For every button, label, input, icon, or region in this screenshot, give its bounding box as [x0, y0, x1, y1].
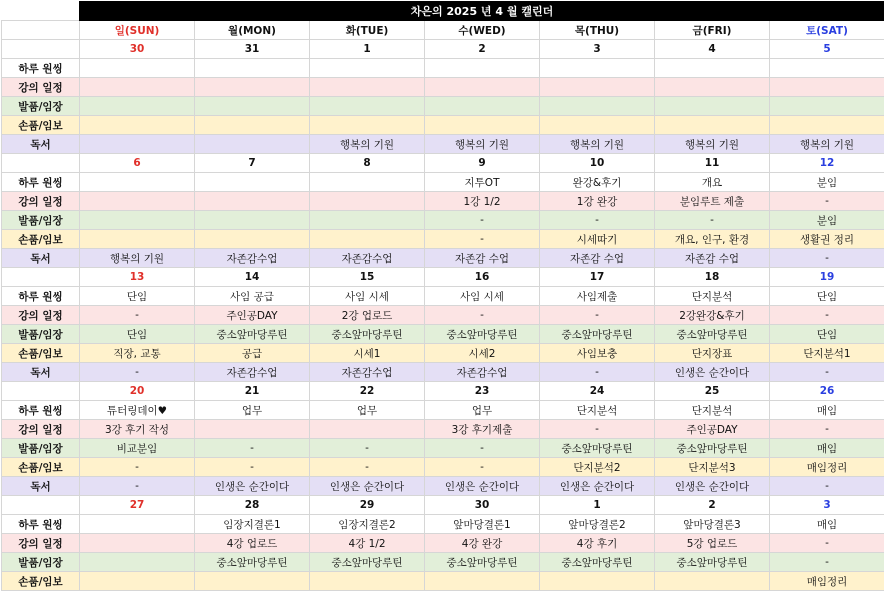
schedule-cell[interactable]	[770, 116, 884, 135]
date-cell[interactable]: 10	[540, 154, 655, 173]
schedule-cell[interactable]: 분임루트 제출	[655, 192, 770, 211]
row-label: 강의 일정	[2, 420, 80, 439]
schedule-cell[interactable]: 단지분석2	[540, 458, 655, 477]
schedule-cell[interactable]: -	[540, 211, 655, 230]
schedule-cell[interactable]	[655, 78, 770, 97]
date-cell[interactable]: 13	[80, 268, 195, 287]
date-row	[2, 496, 884, 515]
sonpum-row	[2, 572, 884, 591]
wonssing-row	[2, 173, 884, 192]
row-label: 독서	[2, 249, 80, 268]
schedule-cell[interactable]: -	[770, 553, 884, 572]
schedule-cell[interactable]: -	[770, 192, 884, 211]
schedule-cell[interactable]: 주인공DAY	[195, 306, 310, 325]
date-cell[interactable]: 9	[425, 154, 540, 173]
date-cell[interactable]: 14	[195, 268, 310, 287]
date-cell[interactable]: 5	[770, 40, 884, 59]
schedule-cell[interactable]	[425, 97, 540, 116]
reading-row	[2, 477, 884, 496]
date-row-label-cell	[2, 40, 80, 59]
schedule-cell[interactable]: 행복의 기원	[655, 135, 770, 154]
schedule-cell[interactable]	[80, 515, 195, 534]
date-cell[interactable]: 1	[310, 40, 425, 59]
schedule-cell[interactable]: -	[770, 420, 884, 439]
schedule-cell[interactable]: -	[770, 534, 884, 553]
date-cell[interactable]: 28	[195, 496, 310, 515]
schedule-cell[interactable]	[195, 97, 310, 116]
schedule-cell[interactable]: 5강 업로드	[655, 534, 770, 553]
date-cell[interactable]: 22	[310, 382, 425, 401]
schedule-cell[interactable]: 개요	[655, 173, 770, 192]
row-label: 손품/임보	[2, 572, 80, 591]
schedule-cell[interactable]: 시세2	[425, 344, 540, 363]
schedule-cell[interactable]: 단지분석	[655, 287, 770, 306]
schedule-cell[interactable]	[310, 116, 425, 135]
schedule-cell[interactable]	[80, 553, 195, 572]
date-cell[interactable]: 16	[425, 268, 540, 287]
date-cell[interactable]: 8	[310, 154, 425, 173]
schedule-cell[interactable]: 자존감 수업	[655, 249, 770, 268]
date-cell[interactable]: 15	[310, 268, 425, 287]
wonssing-row	[2, 59, 884, 78]
wonssing-row	[2, 401, 884, 420]
schedule-cell[interactable]: 인생은 순간이다	[310, 477, 425, 496]
schedule-cell[interactable]: 앞마당결론2	[540, 515, 655, 534]
schedule-cell[interactable]	[80, 192, 195, 211]
row-label: 하루 원씽	[2, 59, 80, 78]
schedule-cell[interactable]: 중소앞마당루틴	[310, 553, 425, 572]
schedule-cell[interactable]: 매임정리	[770, 458, 884, 477]
schedule-cell[interactable]	[310, 173, 425, 192]
date-cell[interactable]: 11	[655, 154, 770, 173]
schedule-cell[interactable]	[425, 78, 540, 97]
schedule-cell[interactable]: 중소앞마당루틴	[195, 553, 310, 572]
schedule-cell[interactable]	[655, 572, 770, 591]
wonssing-row	[2, 287, 884, 306]
schedule-cell[interactable]	[310, 572, 425, 591]
schedule-cell[interactable]: 업무	[195, 401, 310, 420]
schedule-cell[interactable]: 업무	[310, 401, 425, 420]
schedule-cell[interactable]: 1강 1/2	[425, 192, 540, 211]
row-label: 강의 일정	[2, 192, 80, 211]
schedule-cell[interactable]	[80, 97, 195, 116]
schedule-cell[interactable]: 행복의 기원	[540, 135, 655, 154]
date-cell[interactable]: 30	[425, 496, 540, 515]
schedule-cell[interactable]	[310, 211, 425, 230]
schedule-cell[interactable]: 단임	[770, 287, 884, 306]
schedule-cell[interactable]: -	[80, 306, 195, 325]
row-label: 발품/임장	[2, 553, 80, 572]
schedule-cell[interactable]: 단지분석	[540, 401, 655, 420]
schedule-cell[interactable]	[195, 59, 310, 78]
row-label: 하루 원씽	[2, 287, 80, 306]
schedule-cell[interactable]: 1강 완강	[540, 192, 655, 211]
schedule-cell[interactable]	[540, 97, 655, 116]
row-label: 하루 원씽	[2, 173, 80, 192]
schedule-cell[interactable]	[195, 192, 310, 211]
schedule-cell[interactable]: 매임정리	[770, 572, 884, 591]
row-label: 독서	[2, 363, 80, 382]
schedule-cell[interactable]: 사임보충	[540, 344, 655, 363]
row-label: 강의 일정	[2, 78, 80, 97]
schedule-cell[interactable]: 중소앞마당루틴	[425, 325, 540, 344]
schedule-cell[interactable]: 4강 1/2	[310, 534, 425, 553]
schedule-cell[interactable]: 중소앞마당루틴	[540, 325, 655, 344]
schedule-cell[interactable]: -	[770, 363, 884, 382]
weekday-header: 목(THU)	[540, 21, 655, 40]
sonpum-row	[2, 344, 884, 363]
schedule-cell[interactable]: -	[425, 211, 540, 230]
balpum-row	[2, 325, 884, 344]
date-cell[interactable]: 25	[655, 382, 770, 401]
schedule-cell[interactable]: 4강 후기	[540, 534, 655, 553]
schedule-cell[interactable]	[195, 135, 310, 154]
row-label: 발품/임장	[2, 439, 80, 458]
lecture-row	[2, 306, 884, 325]
schedule-cell[interactable]: -	[425, 439, 540, 458]
date-row	[2, 382, 884, 401]
schedule-cell[interactable]: 단임	[80, 325, 195, 344]
schedule-cell[interactable]	[310, 230, 425, 249]
date-cell[interactable]: 17	[540, 268, 655, 287]
row-label: 손품/임보	[2, 230, 80, 249]
schedule-cell[interactable]: 행복의 기원	[770, 135, 884, 154]
schedule-cell[interactable]: 인생은 순간이다	[655, 363, 770, 382]
date-cell[interactable]: 20	[80, 382, 195, 401]
date-cell[interactable]: 24	[540, 382, 655, 401]
lecture-row	[2, 192, 884, 211]
schedule-cell[interactable]	[540, 572, 655, 591]
date-cell[interactable]: 31	[195, 40, 310, 59]
row-label: 발품/임장	[2, 97, 80, 116]
calendar-title: 차은의 2025 년 4 월 캘린더	[80, 2, 884, 21]
schedule-cell[interactable]	[195, 173, 310, 192]
date-cell[interactable]: 7	[195, 154, 310, 173]
sonpum-row	[2, 116, 884, 135]
row-label: 강의 일정	[2, 306, 80, 325]
schedule-cell[interactable]: 중소앞마당루틴	[655, 325, 770, 344]
schedule-cell[interactable]: 업무	[425, 401, 540, 420]
schedule-cell[interactable]	[770, 78, 884, 97]
schedule-cell[interactable]	[655, 59, 770, 78]
date-row-label-cell	[2, 496, 80, 515]
date-row	[2, 268, 884, 287]
schedule-cell[interactable]	[195, 420, 310, 439]
schedule-cell[interactable]: -	[80, 458, 195, 477]
schedule-cell[interactable]: 시세따기	[540, 230, 655, 249]
schedule-cell[interactable]: 단지분석1	[770, 344, 884, 363]
schedule-cell[interactable]: 2강 업로드	[310, 306, 425, 325]
row-label: 하루 원씽	[2, 401, 80, 420]
schedule-cell[interactable]: 인생은 순간이다	[540, 477, 655, 496]
schedule-cell[interactable]: 중소앞마당루틴	[425, 553, 540, 572]
schedule-cell[interactable]	[425, 572, 540, 591]
schedule-cell[interactable]	[425, 116, 540, 135]
weekday-header: 일(SUN)	[80, 21, 195, 40]
schedule-cell[interactable]: 완강&후기	[540, 173, 655, 192]
schedule-cell[interactable]: -	[195, 439, 310, 458]
schedule-cell[interactable]	[80, 572, 195, 591]
schedule-cell[interactable]: 행복의 기원	[425, 135, 540, 154]
schedule-cell[interactable]: 4강 업로드	[195, 534, 310, 553]
date-row-label-cell	[2, 268, 80, 287]
date-row	[2, 154, 884, 173]
schedule-cell[interactable]: 생활권 정리	[770, 230, 884, 249]
row-label: 손품/임보	[2, 458, 80, 477]
schedule-cell[interactable]: -	[80, 477, 195, 496]
schedule-cell[interactable]: -	[540, 306, 655, 325]
schedule-cell[interactable]	[540, 59, 655, 78]
date-cell[interactable]: 4	[655, 40, 770, 59]
balpum-row	[2, 211, 884, 230]
schedule-cell[interactable]: 중소앞마당루틴	[655, 439, 770, 458]
schedule-cell[interactable]: 비교분임	[80, 439, 195, 458]
schedule-cell[interactable]	[80, 230, 195, 249]
balpum-row	[2, 553, 884, 572]
balpum-row	[2, 439, 884, 458]
schedule-cell[interactable]	[655, 116, 770, 135]
date-row-label-cell	[2, 154, 80, 173]
schedule-cell[interactable]	[310, 97, 425, 116]
date-cell[interactable]: 19	[770, 268, 884, 287]
reading-row	[2, 249, 884, 268]
schedule-cell[interactable]: 앞마당결론1	[425, 515, 540, 534]
schedule-cell[interactable]: -	[540, 420, 655, 439]
schedule-cell[interactable]: -	[195, 458, 310, 477]
schedule-cell[interactable]: 단임	[770, 325, 884, 344]
schedule-cell[interactable]	[195, 572, 310, 591]
schedule-cell[interactable]: 지투OT	[425, 173, 540, 192]
header-corner-cell	[2, 21, 80, 40]
schedule-cell[interactable]: 매임	[770, 401, 884, 420]
date-cell[interactable]: 2	[425, 40, 540, 59]
date-cell[interactable]: 3	[540, 40, 655, 59]
schedule-cell[interactable]: 행복의 기원	[310, 135, 425, 154]
schedule-cell[interactable]: 자존감수업	[310, 363, 425, 382]
schedule-cell[interactable]: 사임 시세	[310, 287, 425, 306]
schedule-cell[interactable]	[80, 116, 195, 135]
schedule-cell[interactable]: 자존감수업	[425, 363, 540, 382]
date-cell[interactable]: 26	[770, 382, 884, 401]
lecture-row	[2, 420, 884, 439]
date-cell[interactable]: 1	[540, 496, 655, 515]
lecture-row	[2, 534, 884, 553]
schedule-cell[interactable]: 단지분석3	[655, 458, 770, 477]
row-label: 발품/임장	[2, 211, 80, 230]
schedule-cell[interactable]	[425, 59, 540, 78]
schedule-cell[interactable]	[80, 59, 195, 78]
schedule-cell[interactable]: 공급	[195, 344, 310, 363]
schedule-cell[interactable]: 단임	[80, 287, 195, 306]
row-label: 하루 원씽	[2, 515, 80, 534]
schedule-cell[interactable]: 단지분석	[655, 401, 770, 420]
schedule-cell[interactable]: 시세1	[310, 344, 425, 363]
schedule-cell[interactable]: 4강 완강	[425, 534, 540, 553]
row-label: 손품/임보	[2, 344, 80, 363]
lecture-row	[2, 78, 884, 97]
date-cell[interactable]: 18	[655, 268, 770, 287]
weekday-header: 월(MON)	[195, 21, 310, 40]
date-cell[interactable]: 12	[770, 154, 884, 173]
schedule-cell[interactable]	[195, 78, 310, 97]
schedule-cell[interactable]	[195, 230, 310, 249]
schedule-cell[interactable]: 튜터링데이♥	[80, 401, 195, 420]
schedule-cell[interactable]	[770, 59, 884, 78]
date-cell[interactable]: 27	[80, 496, 195, 515]
schedule-cell[interactable]: 임장지결론2	[310, 515, 425, 534]
schedule-cell[interactable]: 분임	[770, 173, 884, 192]
schedule-cell[interactable]: -	[770, 249, 884, 268]
schedule-cell[interactable]: -	[425, 306, 540, 325]
date-cell[interactable]: 29	[310, 496, 425, 515]
schedule-cell[interactable]: 매임	[770, 515, 884, 534]
schedule-cell[interactable]: 주인공DAY	[655, 420, 770, 439]
schedule-cell[interactable]: 개요, 인구, 환경	[655, 230, 770, 249]
row-label: 강의 일정	[2, 534, 80, 553]
schedule-cell[interactable]: -	[310, 439, 425, 458]
sonpum-row	[2, 458, 884, 477]
weekday-header: 금(FRI)	[655, 21, 770, 40]
date-cell[interactable]: 2	[655, 496, 770, 515]
schedule-cell[interactable]: 인생은 순간이다	[425, 477, 540, 496]
schedule-cell[interactable]: 자존감수업	[195, 363, 310, 382]
date-cell[interactable]: 30	[80, 40, 195, 59]
title-row	[2, 2, 884, 21]
schedule-cell[interactable]	[80, 534, 195, 553]
schedule-cell[interactable]	[195, 211, 310, 230]
row-label: 독서	[2, 477, 80, 496]
schedule-cell[interactable]: 중소앞마당루틴	[195, 325, 310, 344]
schedule-cell[interactable]: -	[770, 477, 884, 496]
row-label: 발품/임장	[2, 325, 80, 344]
schedule-cell[interactable]: 앞마당결론3	[655, 515, 770, 534]
date-row	[2, 40, 884, 59]
schedule-cell[interactable]	[540, 78, 655, 97]
weekday-header: 수(WED)	[425, 21, 540, 40]
schedule-cell[interactable]	[310, 78, 425, 97]
schedule-cell[interactable]: 인생은 순간이다	[655, 477, 770, 496]
schedule-cell[interactable]	[310, 192, 425, 211]
schedule-cell[interactable]: 직장, 교통	[80, 344, 195, 363]
wonssing-row	[2, 515, 884, 534]
weekday-header: 토(SAT)	[770, 21, 884, 40]
balpum-row	[2, 97, 884, 116]
reading-row	[2, 363, 884, 382]
schedule-cell[interactable]	[770, 97, 884, 116]
weekday-header: 화(TUE)	[310, 21, 425, 40]
schedule-cell[interactable]: 중소앞마당루틴	[540, 439, 655, 458]
reading-row	[2, 135, 884, 154]
date-cell[interactable]: 3	[770, 496, 884, 515]
schedule-cell[interactable]	[80, 173, 195, 192]
row-label: 독서	[2, 135, 80, 154]
schedule-cell[interactable]: 자존감 수업	[540, 249, 655, 268]
schedule-cell[interactable]: 매임	[770, 439, 884, 458]
schedule-cell[interactable]: 사임 공급	[195, 287, 310, 306]
schedule-cell[interactable]: 중소앞마당루틴	[655, 553, 770, 572]
schedule-cell[interactable]: -	[770, 306, 884, 325]
schedule-cell[interactable]	[655, 97, 770, 116]
schedule-cell[interactable]: 3강 후기제출	[425, 420, 540, 439]
sonpum-row	[2, 230, 884, 249]
schedule-cell[interactable]: 자존감 수업	[425, 249, 540, 268]
calendar-table	[1, 1, 884, 591]
schedule-cell[interactable]: -	[310, 458, 425, 477]
schedule-cell[interactable]: -	[540, 363, 655, 382]
schedule-cell[interactable]	[80, 135, 195, 154]
schedule-cell[interactable]: 인생은 순간이다	[195, 477, 310, 496]
schedule-cell[interactable]	[80, 211, 195, 230]
schedule-cell[interactable]: 중소앞마당루틴	[540, 553, 655, 572]
schedule-cell[interactable]: 임장지결론1	[195, 515, 310, 534]
schedule-cell[interactable]: 자존감수업	[310, 249, 425, 268]
schedule-cell[interactable]: 2강완강&후기	[655, 306, 770, 325]
schedule-cell[interactable]: -	[425, 458, 540, 477]
schedule-cell[interactable]	[310, 420, 425, 439]
schedule-cell[interactable]: 사임 시세	[425, 287, 540, 306]
date-row-label-cell	[2, 382, 80, 401]
schedule-cell[interactable]	[310, 59, 425, 78]
schedule-cell[interactable]: 중소앞마당루틴	[310, 325, 425, 344]
schedule-cell[interactable]: 사임제출	[540, 287, 655, 306]
schedule-cell[interactable]: -	[425, 230, 540, 249]
schedule-cell[interactable]: -	[655, 211, 770, 230]
schedule-cell[interactable]: 행복의 기원	[80, 249, 195, 268]
schedule-cell[interactable]	[195, 116, 310, 135]
schedule-cell[interactable]: 3강 후기 작성	[80, 420, 195, 439]
schedule-cell[interactable]: 자존감수업	[195, 249, 310, 268]
date-cell[interactable]: 21	[195, 382, 310, 401]
schedule-cell[interactable]: 분임	[770, 211, 884, 230]
schedule-cell[interactable]	[80, 78, 195, 97]
date-cell[interactable]: 23	[425, 382, 540, 401]
date-cell[interactable]: 6	[80, 154, 195, 173]
row-label: 손품/임보	[2, 116, 80, 135]
schedule-cell[interactable]	[540, 116, 655, 135]
title-blank-cell	[2, 2, 80, 21]
weekday-header-row	[2, 21, 884, 40]
schedule-cell[interactable]: -	[80, 363, 195, 382]
schedule-cell[interactable]: 단지장표	[655, 344, 770, 363]
